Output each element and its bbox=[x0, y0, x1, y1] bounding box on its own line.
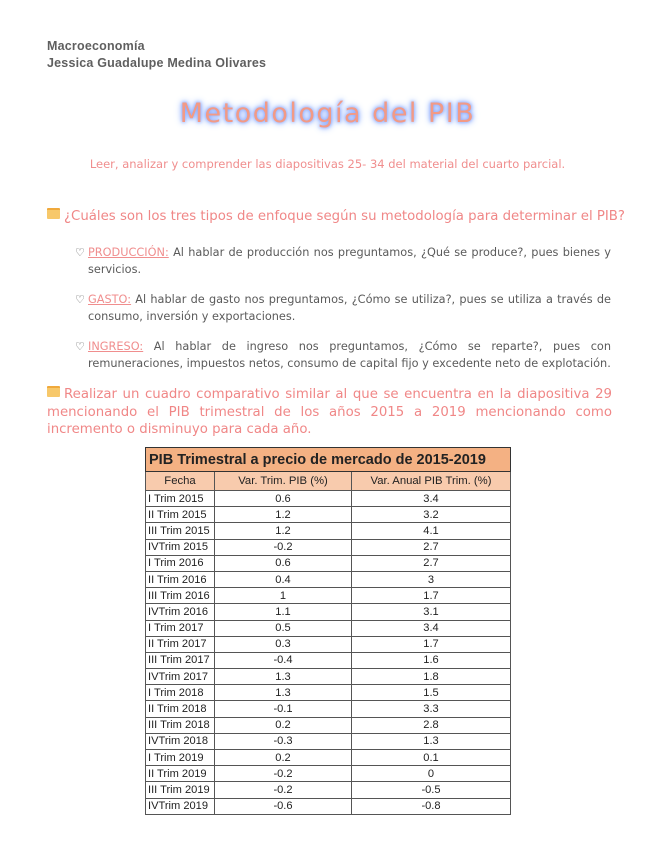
table-row bbox=[146, 604, 511, 620]
date-cell: I Trim 2018 bbox=[146, 685, 215, 701]
date-cell: II Trim 2017 bbox=[146, 636, 215, 652]
course-name: Macroeconomía bbox=[47, 39, 145, 53]
var-anual-cell: 1.6 bbox=[352, 652, 511, 668]
var-trim-cell: -0.2 bbox=[215, 782, 352, 798]
var-anual-cell: 0.1 bbox=[352, 750, 511, 766]
var-anual-cell: 3.3 bbox=[352, 701, 511, 717]
var-anual-cell: 1.7 bbox=[352, 636, 511, 652]
var-trim-cell: 0.2 bbox=[215, 717, 352, 733]
date-cell: II Trim 2016 bbox=[146, 571, 215, 587]
var-trim-cell: -0.3 bbox=[215, 733, 352, 749]
var-anual-cell: 1.7 bbox=[352, 588, 511, 604]
table-body bbox=[146, 491, 511, 815]
table-row bbox=[146, 669, 511, 685]
var-trim-cell: -0.6 bbox=[215, 798, 352, 814]
var-trim-cell: 0.3 bbox=[215, 636, 352, 652]
column-header-var-anual: Var. Anual PIB Trim. (%) bbox=[352, 472, 511, 491]
date-cell: I Trim 2017 bbox=[146, 620, 215, 636]
date-cell: III Trim 2019 bbox=[146, 782, 215, 798]
bullet-ingreso bbox=[75, 338, 611, 372]
date-cell: IVTrim 2015 bbox=[146, 539, 215, 555]
folder-icon bbox=[47, 386, 60, 397]
bullet-keyword: PRODUCCIÓN: bbox=[88, 246, 169, 259]
table-row bbox=[146, 798, 511, 814]
date-cell: IVTrim 2019 bbox=[146, 798, 215, 814]
date-cell: II Trim 2015 bbox=[146, 507, 215, 523]
date-cell: IVTrim 2016 bbox=[146, 604, 215, 620]
table-row bbox=[146, 507, 511, 523]
table-row bbox=[146, 636, 511, 652]
table-row bbox=[146, 571, 511, 587]
date-cell: II Trim 2019 bbox=[146, 766, 215, 782]
question-1 bbox=[47, 208, 627, 224]
var-trim-cell: 1.2 bbox=[215, 523, 352, 539]
date-cell: II Trim 2018 bbox=[146, 701, 215, 717]
var-trim-cell: 0.2 bbox=[215, 750, 352, 766]
var-anual-cell: 3.2 bbox=[352, 507, 511, 523]
var-anual-cell: 3.1 bbox=[352, 604, 511, 620]
var-anual-cell: 1.5 bbox=[352, 685, 511, 701]
var-anual-cell: 3.4 bbox=[352, 491, 511, 507]
question-2-text: Realizar un cuadro comparativo similar al que se encuentra en la diapositiva 29 mencionando el PIB trimestral de los años 2015 a 2019 mencionando como incremento o disminuyo para cada año. bbox=[47, 387, 612, 437]
var-anual-cell: 0 bbox=[352, 766, 511, 782]
var-trim-cell: -0.2 bbox=[215, 539, 352, 555]
column-header-var-trim: Var. Trim. PIB (%) bbox=[215, 472, 352, 491]
bullet-text: Al hablar de gasto nos preguntamos, ¿Cómo se utiliza?, pues se utiliza a través de consumo, inversión y exportaciones. bbox=[88, 293, 611, 323]
bullet-keyword: INGRESO: bbox=[88, 340, 144, 353]
question-2 bbox=[47, 386, 612, 439]
table-row bbox=[146, 588, 511, 604]
date-cell: I Trim 2015 bbox=[146, 491, 215, 507]
bullet-produccion bbox=[75, 244, 611, 278]
table-row bbox=[146, 701, 511, 717]
var-trim-cell: -0.2 bbox=[215, 766, 352, 782]
var-anual-cell: 1.8 bbox=[352, 669, 511, 685]
var-anual-cell: -0.8 bbox=[352, 798, 511, 814]
bullet-text: Al hablar de producción nos preguntamos, ¿Qué se produce?, pues bienes y servicios. bbox=[88, 246, 611, 276]
date-cell: III Trim 2016 bbox=[146, 588, 215, 604]
table-row bbox=[146, 685, 511, 701]
table-title: PIB Trimestral a precio de mercado de 2015-2019 bbox=[146, 448, 511, 472]
date-cell: I Trim 2016 bbox=[146, 555, 215, 571]
table-row bbox=[146, 766, 511, 782]
var-anual-cell: 2.7 bbox=[352, 555, 511, 571]
var-trim-cell: -0.4 bbox=[215, 652, 352, 668]
instructions: Leer, analizar y comprender las diapositivas 25- 34 del material del cuarto parcial. bbox=[89, 157, 566, 171]
var-anual-cell: 2.8 bbox=[352, 717, 511, 733]
heart-icon: ♡ bbox=[75, 293, 85, 306]
var-trim-cell: 0.4 bbox=[215, 571, 352, 587]
date-cell: III Trim 2017 bbox=[146, 652, 215, 668]
var-anual-cell: -0.5 bbox=[352, 782, 511, 798]
question-1-text: ¿Cuáles son los tres tipos de enfoque según su metodología para determinar el PIB? bbox=[64, 209, 625, 224]
column-header-fecha: Fecha bbox=[146, 472, 215, 491]
var-trim-cell: 1 bbox=[215, 588, 352, 604]
var-anual-cell: 3 bbox=[352, 571, 511, 587]
date-cell: I Trim 2019 bbox=[146, 750, 215, 766]
table-row bbox=[146, 523, 511, 539]
table-row bbox=[146, 717, 511, 733]
bullet-gasto bbox=[75, 291, 611, 325]
table-row bbox=[146, 555, 511, 571]
var-trim-cell: 1.3 bbox=[215, 685, 352, 701]
table-row bbox=[146, 782, 511, 798]
var-trim-cell: 1.2 bbox=[215, 507, 352, 523]
heart-icon: ♡ bbox=[75, 340, 85, 353]
bullet-text: Al hablar de ingreso nos preguntamos, ¿Cómo se reparte?, pues con remuneraciones, impuestos netos, consumo de capital fijo y excedente neto de explotación. bbox=[88, 340, 611, 370]
date-cell: IVTrim 2018 bbox=[146, 733, 215, 749]
bullet-keyword: GASTO: bbox=[88, 293, 132, 306]
folder-icon bbox=[47, 208, 60, 219]
date-cell: III Trim 2018 bbox=[146, 717, 215, 733]
table-row bbox=[146, 750, 511, 766]
date-cell: IVTrim 2017 bbox=[146, 669, 215, 685]
author-name: Jessica Guadalupe Medina Olivares bbox=[47, 56, 267, 70]
table-row bbox=[146, 491, 511, 507]
page-title: Metodología del PIB bbox=[179, 98, 476, 129]
var-trim-cell: 0.6 bbox=[215, 491, 352, 507]
heart-icon: ♡ bbox=[75, 246, 85, 259]
var-anual-cell: 1.3 bbox=[352, 733, 511, 749]
date-cell: III Trim 2015 bbox=[146, 523, 215, 539]
var-anual-cell: 2.7 bbox=[352, 539, 511, 555]
table-row bbox=[146, 652, 511, 668]
table-row bbox=[146, 733, 511, 749]
var-trim-cell: 0.5 bbox=[215, 620, 352, 636]
table-row bbox=[146, 620, 511, 636]
pib-table bbox=[145, 447, 511, 815]
var-trim-cell: 1.1 bbox=[215, 604, 352, 620]
var-anual-cell: 4.1 bbox=[352, 523, 511, 539]
var-trim-cell: -0.1 bbox=[215, 701, 352, 717]
var-trim-cell: 1.3 bbox=[215, 669, 352, 685]
document-header bbox=[47, 38, 266, 72]
var-trim-cell: 0.6 bbox=[215, 555, 352, 571]
var-anual-cell: 3.4 bbox=[352, 620, 511, 636]
table-row bbox=[146, 539, 511, 555]
